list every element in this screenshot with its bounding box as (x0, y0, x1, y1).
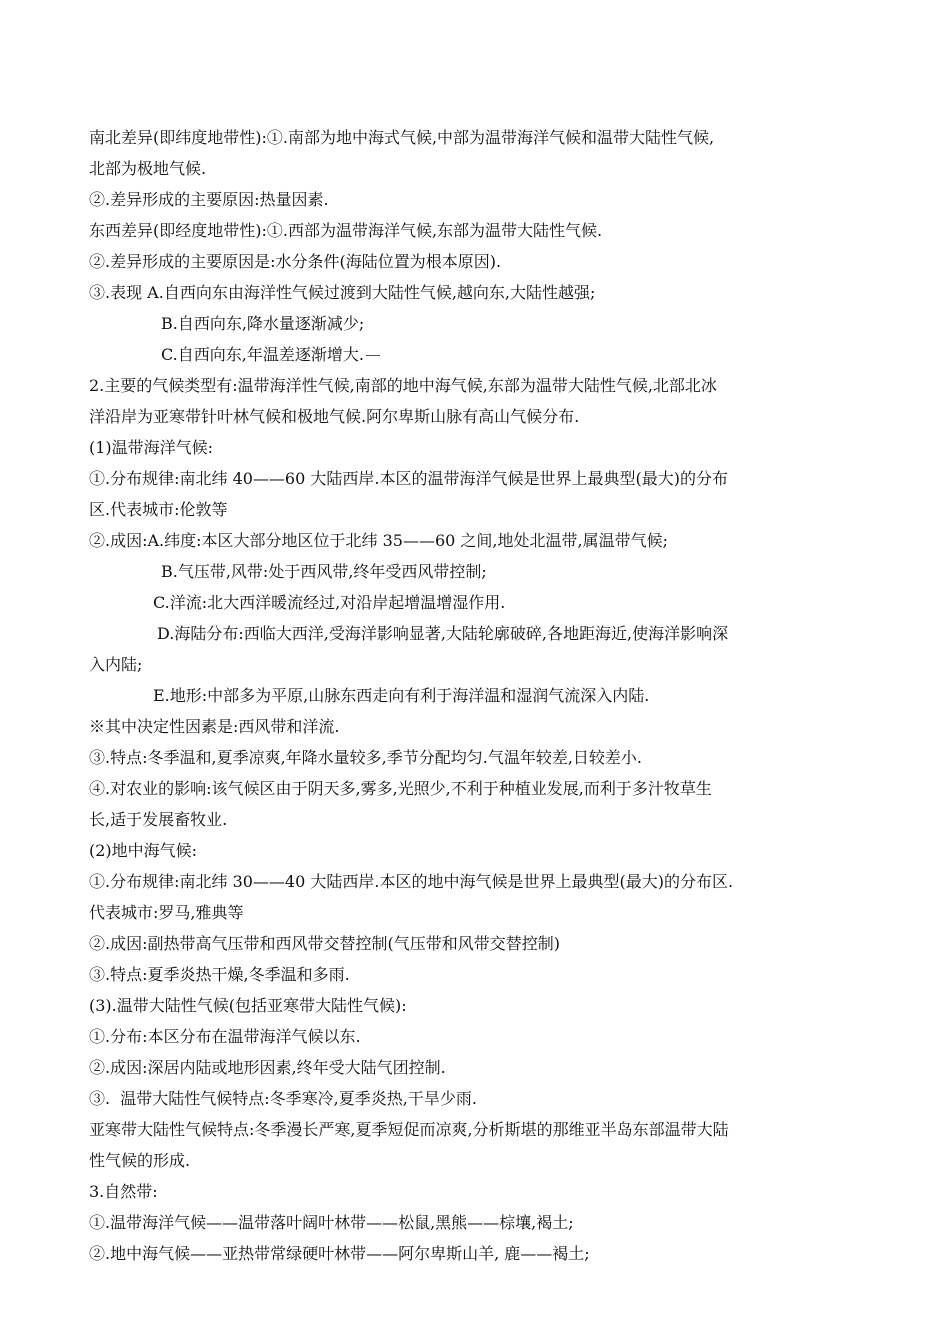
section-heading: 3.自然带: (89, 1182, 158, 1201)
text-line: ①.分布规律:南北纬 40——60 大陆西岸.本区的温带海洋气候是世界上最典型(最大)的分布 (89, 469, 728, 488)
text-line: 长,适于发展畜牧业. (89, 810, 228, 829)
text-line: D.海陆分布:西临大西洋,受海洋影响显著,大陆轮廓破碎,各地距海近,使海洋影响深 (157, 624, 729, 643)
text-line: ①.温带海洋气候——温带落叶阔叶林带——松鼠,黑熊——棕壤,褐土; (89, 1213, 574, 1232)
text-line: 区.代表城市:伦敦等 (89, 500, 228, 519)
text-line: ②.成因:A.纬度:本区大部分地区位于北纬 35——60 之间,地处北温带,属温带气候; (89, 531, 668, 550)
text-line: ②.成因:副热带高气压带和西风带交替控制(气压带和风带交替控制) (89, 934, 560, 953)
section-heading: (3).温带大陆性气候(包括亚寒带大陆性气候): (89, 996, 407, 1015)
text-line-content: C.自西向东,年温差逐渐增大. (161, 345, 364, 364)
text-line: C.洋流:北大西洋暖流经过,对沿岸起增温增湿作用. (153, 593, 506, 612)
underline-mark (366, 355, 380, 356)
text-line: ※其中决定性因素是:西风带和洋流. (89, 717, 340, 736)
text-line: 东西差异(即经度地带性):①.西部为温带海洋气候,东部为温带大陆性气候. (89, 221, 603, 240)
text-line: E.地形:中部多为平原,山脉东西走向有利于海洋温和湿润气流深入内陆. (153, 686, 650, 705)
text-line: 北部为极地气候. (89, 159, 207, 178)
text-line: 入内陆; (89, 655, 143, 674)
text-line: ②.差异形成的主要原因:热量因素. (89, 190, 329, 209)
text-line: ③.表现 A.自西向东由海洋性气候过渡到大陆性气候,越向东,大陆性越强; (89, 283, 596, 302)
text-line: 亚寒带大陆性气候特点:冬季漫长严寒,夏季短促而凉爽,分析斯堪的那维亚半岛东部温带大陆 (89, 1120, 729, 1139)
text-line: ②.差异形成的主要原因是:水分条件(海陆位置为根本原因). (89, 252, 502, 271)
text-line: ④.对农业的影响:该气候区由于阴天多,雾多,光照少,不利于种植业发展,而利于多汁牧草生 (89, 779, 712, 798)
text-line: ②.成因:深居内陆或地形因素,终年受大陆气团控制. (89, 1058, 446, 1077)
text-line: 2.主要的气候类型有:温带海洋性气候,南部的地中海气候,东部为温带大陆性气候,北部北冰 (89, 376, 717, 395)
text-line: ③.特点:冬季温和,夏季凉爽,年降水量较多,季节分配均匀.气温年较差,日较差小. (89, 748, 642, 767)
text-line-with-mark (89, 339, 875, 370)
text-line: 性气候的形成. (89, 1151, 191, 1170)
text-line: B.自西向东,降水量逐渐减少; (161, 314, 365, 333)
text-line: ②.地中海气候——亚热带常绿硬叶林带——阿尔卑斯山羊, 鹿——褐土; (89, 1244, 590, 1263)
text-line: ①.分布:本区分布在温带海洋气候以东. (89, 1027, 361, 1046)
text-line: ①.分布规律:南北纬 30——40 大陆西岸.本区的地中海气候是世界上最典型(最大)的分布区. (89, 872, 734, 891)
section-heading: (2)地中海气候: (89, 841, 198, 860)
text-line: 代表城市:罗马,雅典等 (89, 903, 244, 922)
text-line: ③. 温带大陆性气候特点:冬季寒冷,夏季炎热,干旱少雨. (89, 1089, 477, 1108)
text-line: 南北差异(即纬度地带性):①.南部为地中海式气候,中部为温带海洋气候和温带大陆性气候, (89, 128, 715, 147)
text-line: B.气压带,风带:处于西风带,终年受西风带控制; (161, 562, 487, 581)
text-line: ③.特点:夏季炎热干燥,冬季温和多雨. (89, 965, 350, 984)
section-heading: (1)温带海洋气候: (89, 438, 214, 457)
document-body (89, 122, 875, 1269)
text-line: 洋沿岸为亚寒带针叶林气候和极地气候.阿尔卑斯山脉有高山气候分布. (89, 407, 580, 426)
